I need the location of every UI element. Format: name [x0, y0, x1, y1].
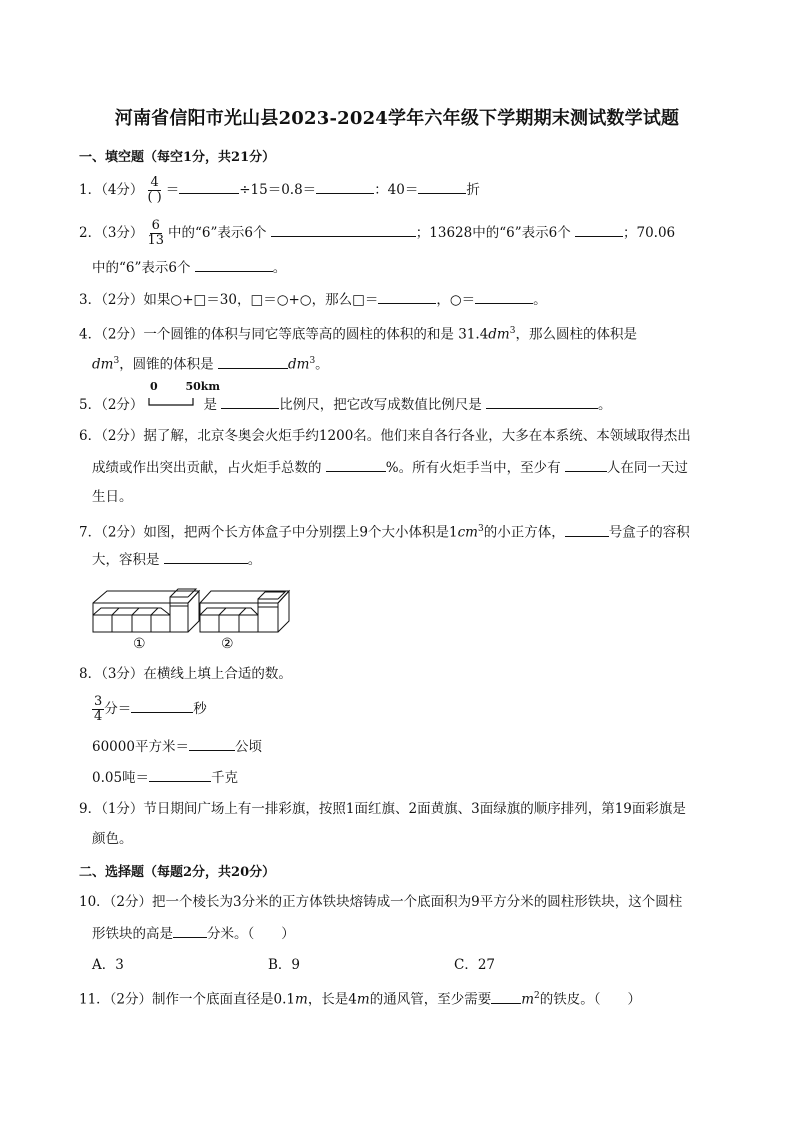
section-fill-blank: 一、填空题（每空1分，共21分）: [79, 150, 276, 165]
question-4: 4．（2分）一个圆锥的体积与同它等底等高的圆柱的体积的和是 $31.4dm^3$，那么圆柱的体积是: [79, 326, 637, 343]
answer-blank[interactable]: [316, 179, 374, 194]
answer-blank[interactable]: [173, 923, 207, 938]
answer-blank[interactable]: [491, 989, 521, 1004]
question-2: 2．（3分） $\frac{6}{13}$ 中的“6”表示6个 ；13628中的“6”表示6个 ；70.06: [79, 218, 676, 248]
box-label-2: ②: [221, 636, 234, 652]
question-9-cont: 颜色。: [92, 831, 133, 847]
answer-blank[interactable]: [149, 767, 211, 782]
question-4-cont: $dm^3$，圆锥的体积是 $dm^3$。: [92, 351, 734, 375]
answer-blank[interactable]: [575, 222, 623, 237]
question-7-cont: 大，容积是 。: [92, 549, 734, 570]
question-8-row3: 0.05吨＝ 千克: [92, 767, 734, 788]
question-8: 8．（3分）在横线上填上合适的数。: [79, 666, 292, 682]
question-6-cont2: 生日。: [92, 489, 133, 505]
answer-blank[interactable]: [131, 698, 193, 713]
answer-blank[interactable]: [565, 457, 607, 472]
answer-blank[interactable]: [195, 257, 273, 272]
answer-blank[interactable]: [475, 289, 533, 304]
option-c[interactable]: C．27: [454, 957, 496, 973]
question-7: 7．（2分）如图，把两个长方体盒子中分别摆上9个大小体积是$1cm^3$的小正方体， 号盒子的容积: [79, 519, 721, 543]
question-2-cont: 中的“6”表示6个 。: [92, 257, 734, 278]
question-8-row2: 60000平方米＝ 公顷: [92, 736, 734, 757]
answer-blank[interactable]: [221, 394, 279, 409]
answer-blank[interactable]: [189, 736, 235, 751]
question-10: 10．（2分）把一个棱长为3分米的正方体铁块熔铸成一个底面积为9平方分米的圆柱形铁块，这个圆柱: [79, 894, 683, 910]
answer-blank[interactable]: [418, 179, 466, 194]
question-3: 3．（2分）如果○+□＝30，□＝○+○，那么□＝ ，○＝ 。: [79, 289, 721, 310]
question-11: 11．（2分）制作一个底面直径是0.1m，长是4m的通风管，至少需要 $m^2$的铁皮。（ ）: [79, 986, 721, 1010]
page-title: 河南省信阳市光山县2023-2024学年六年级下学期期末测试数学试题: [114, 108, 680, 129]
answer-blank[interactable]: [326, 457, 386, 472]
fraction: $\frac{4}{( )}$: [147, 175, 162, 205]
answer-blank[interactable]: [179, 179, 239, 194]
answer-blank[interactable]: [271, 222, 416, 237]
scale-bar-labels: 0 50km: [150, 380, 221, 393]
question-10-options: [92, 955, 734, 975]
question-9: 9．（1分）节日期间广场上有一排彩旗，按照1面红旗、2面黄旗、3面绿旗的顺序排列，第19面彩旗是: [79, 801, 686, 817]
answer-blank[interactable]: [565, 522, 609, 537]
question-1: 1．（4分） $\frac{4}{( )}$ ＝ ÷15＝0.8＝ ：40＝ 折: [79, 175, 480, 205]
question-8-row1: $\frac{3}{4}$ 分＝ 秒: [94, 694, 207, 724]
fraction: $\frac{6}{13}$: [147, 218, 164, 248]
question-10-cont: 形铁块的高是 分米。（ ）: [92, 923, 734, 944]
answer-blank[interactable]: [164, 549, 248, 564]
option-a[interactable]: A．3: [92, 957, 124, 973]
question-5: 5．（2分） 是 比例尺，把它改写成数值比例尺是 。: [79, 394, 721, 415]
answer-blank[interactable]: [218, 354, 288, 369]
section-multiple-choice: 二、选择题（每题2分，共20分）: [79, 865, 276, 880]
boxes-figure: [88, 575, 318, 635]
question-6-cont: 成绩或作出突出贡献，占火炬手总数的 %。所有火炬手当中，至少有 人在同一天过: [92, 457, 734, 478]
question-6: 6．（2分）据了解，北京冬奥会火炬手约1200名。他们来自各行各业，大多在本系统、本领域取得杰出: [79, 428, 691, 444]
answer-blank[interactable]: [378, 289, 436, 304]
option-b[interactable]: B．9: [268, 957, 301, 973]
answer-blank[interactable]: [486, 394, 598, 409]
box-label-1: ①: [133, 636, 146, 652]
fraction: $\frac{3}{4}$: [94, 694, 103, 724]
